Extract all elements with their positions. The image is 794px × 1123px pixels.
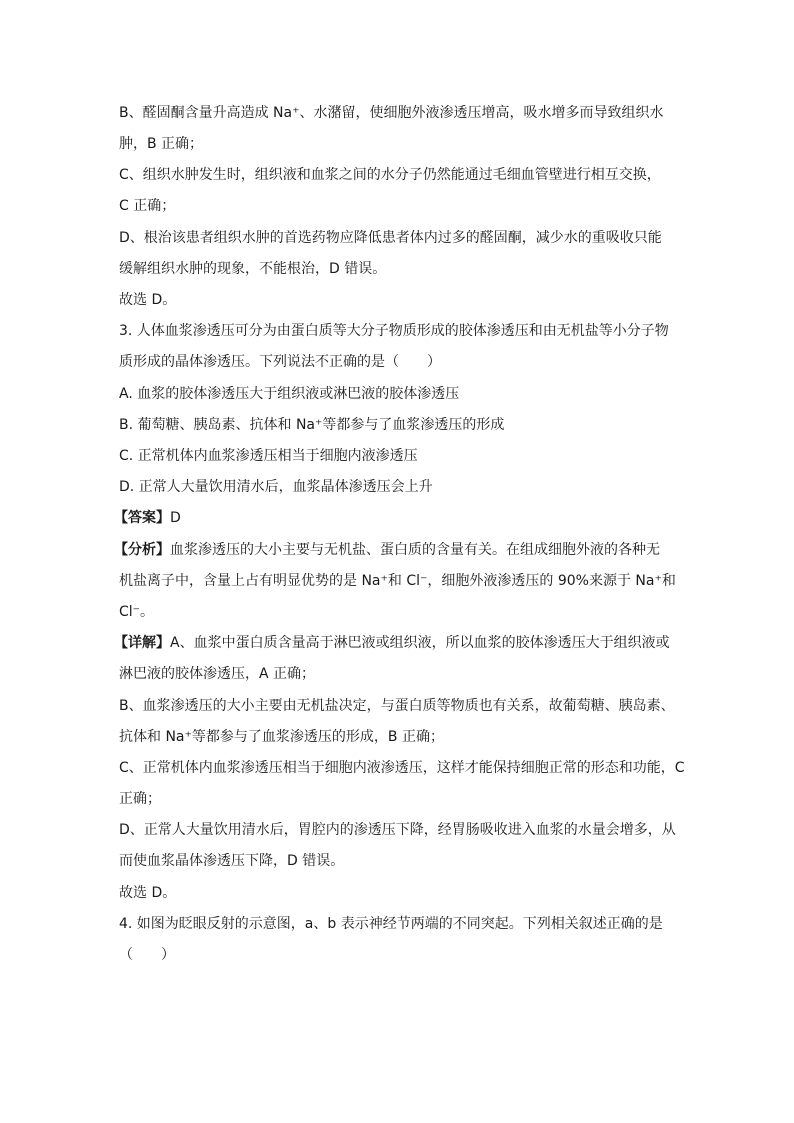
question-4-stem: 4. 如图为眨眼反射的示意图，a、b 表示神经节两端的不同突起。下列相关叙述正确的是 — [119, 916, 663, 932]
text-line: 而使血浆晶体渗透压下降，D 错误。 — [119, 853, 345, 869]
text-line: 缓解组织水肿的现象，不能根治，D 错误。 — [119, 261, 387, 277]
text-line: 淋巴液的胶体渗透压，A 正确； — [119, 666, 316, 682]
text-line: 机盐离子中，含量上占有明显优势的是 Na⁺和 Cl⁻，细胞外液渗透压的 90%来源于 Na⁺和 — [119, 573, 676, 589]
detail-label: 【详解】 — [114, 635, 170, 651]
text-line: 故选 D。 — [119, 885, 177, 901]
option-b: B. 葡萄糖、胰岛素、抗体和 Na⁺等都参与了血浆渗透压的形成 — [119, 417, 505, 433]
answer-label: 【答案】 — [114, 510, 170, 526]
text-line: 抗体和 Na⁺等都参与了血浆渗透压的形成，B 正确； — [119, 729, 444, 745]
answer-line — [114, 509, 181, 527]
option-a: A. 血浆的胶体渗透压大于组织液或淋巴液的胶体渗透压 — [119, 386, 460, 402]
answer-value: D — [170, 510, 181, 526]
text-line: C、组织水肿发生时，组织液和血浆之间的水分子仍然能通过毛细血管壁进行相互交换， — [119, 167, 661, 183]
text-line: 肿，B 正确； — [119, 136, 204, 152]
analysis-label: 【分析】 — [114, 542, 170, 558]
option-d: D. 正常人大量饮用清水后，血浆晶体渗透压会上升 — [119, 479, 433, 495]
detail-text: A、血浆中蛋白质含量高于淋巴液或组织液，所以血浆的胶体渗透压大于组织液或 — [170, 635, 670, 651]
question-3-stem-cont: 质形成的晶体渗透压。下列说法不正确的是（ ） — [119, 354, 441, 370]
option-c: C. 正常机体内血浆渗透压相当于细胞内液渗透压 — [119, 448, 418, 464]
question-4-stem-cont: （ ） — [119, 947, 175, 963]
question-3-stem: 3. 人体血浆渗透压可分为由蛋白质等大分子物质形成的胶体渗透压和由无机盐等小分子物 — [119, 323, 669, 339]
text-line: 正确； — [119, 791, 161, 807]
text-line: 故选 D。 — [119, 292, 177, 308]
analysis-line — [114, 541, 660, 559]
text-line: B、醛固酮含量升高造成 Na⁺、水潴留，使细胞外液渗透压增高，吸水增多而导致组织水 — [119, 105, 664, 121]
text-line: Cl⁻。 — [119, 604, 155, 620]
analysis-text: 血浆渗透压的大小主要与无机盐、蛋白质的含量有关。在组成细胞外液的各种无 — [170, 542, 660, 558]
text-line: D、根治该患者组织水肿的首选药物应降低患者体内过多的醛固酮，减少水的重吸收只能 — [119, 230, 662, 246]
text-line: C、正常机体内血浆渗透压相当于细胞内液渗透压，这样才能保持细胞正常的形态和功能，C — [119, 760, 685, 776]
text-line: C 正确； — [119, 198, 176, 214]
text-line: B、血浆渗透压的大小主要由无机盐决定，与蛋白质等物质也有关系，故葡萄糖、胰岛素、 — [119, 698, 675, 714]
detail-line — [114, 634, 670, 652]
text-line: D、正常人大量饮用清水后，胃腔内的渗透压下降，经胃肠吸收进入血浆的水量会增多，从 — [119, 822, 676, 838]
